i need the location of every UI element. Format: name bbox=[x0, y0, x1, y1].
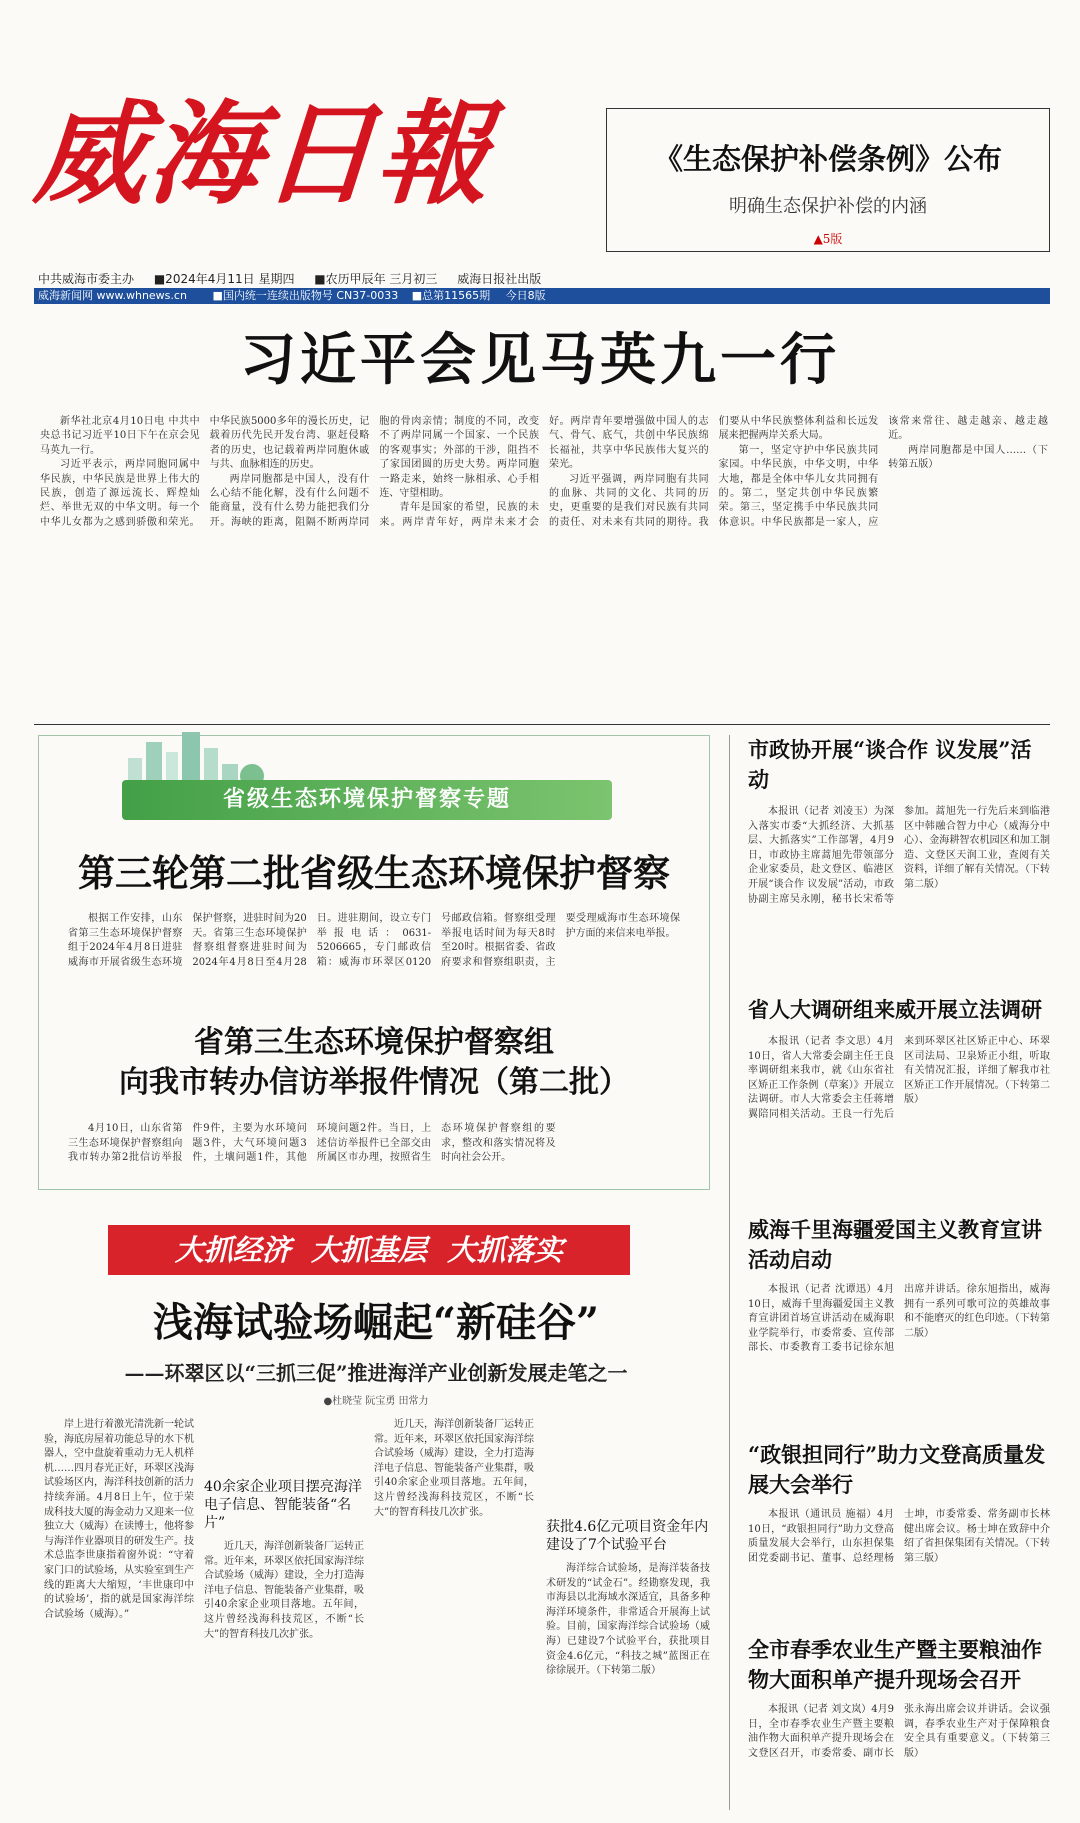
campaign-subtitle: ——环翠区以“三抓三促”推进海洋产业创新发展走笔之一 bbox=[124, 1361, 628, 1385]
info-bar bbox=[34, 288, 1050, 304]
dateline-publisher: 威海日报社出版 bbox=[457, 272, 542, 286]
news-item[interactable] bbox=[748, 1635, 1050, 1803]
campaign-byline: ●杜晓莹 阮宝勇 田常力 bbox=[323, 1396, 429, 1407]
eco-article: 根据工作安排，山东省第三生态环境保护督察组于2024年4月8日进驻威海市开展省级生态环境保护督察，进驻时间为20天。省第三生态环境保护督察组督察进驻时间为2024年4月8日至4月28日。进驻期间，设立专门举报电话：0631-5206665，专门邮政信箱：威海市环翠区0120号邮政信箱。督察组受理举报电话时间为每天8时至20时。根据省委、省政府要求和督察组职责，主要受理威海市生态环境保护方面的来信来电举报。 bbox=[68, 913, 680, 968]
lead-article bbox=[40, 415, 1048, 715]
news-title: 省人大调研组来威开展立法调研 bbox=[748, 997, 1042, 1022]
eco-sub-headline-1: 省第三生态环境保护督察组 bbox=[194, 1025, 554, 1060]
news-title: 全市春季农业生产暨主要粮油作物大面积单产提升现场会召开 bbox=[748, 1637, 1042, 1692]
info-bar-pages: 今日8版 bbox=[505, 289, 546, 302]
campaign-column-1: 岸上进行着激光清洗新一轮试验，海底房屋着功能总导的水下机器人，空中盘旋着重动力无人机样机……四月春光正好，环翠区浅海试验场区内，海洋科技创新的活力持续奔涌。4月8日上午，位于荣成科技大厦的海金动力又迎来一位独立大（威海）在读博士，他将参与海洋作业器项目的研发生产。技术总监李世康指着窗外说：“守着家门口的试验场，从实验室到生产线的距离大大缩短，‘丰世康印中的试验场’，指的就是国家海洋综合试验场（威海）。” bbox=[44, 1419, 194, 1620]
news-body: 本报讯（记者 刘文岚）4月9日，全市春季农业生产暨主要粮油作物大面积单产提升现场会在文登区召开，市委常委、副市长张永海出席会议并讲话。会议强调，春季农业生产对于保障粮食安全具有重要意义。（下转第三版） bbox=[748, 1704, 1050, 1759]
campaign-sub-headline: 40余家企业项目摆亮海洋电子信息、智能装备“名片” bbox=[204, 1479, 362, 1531]
news-body: 本报讯（记者 李文思）4月10日，省人大常委会副主任王良率调研组来我市，就《山东省社区矫正工作条例（草案）》开展立法调研。市人大常委会主任蒋增翼陪同相关活动。王良一行先后来到环翠区社区矫正中心、环翠区司法局、卫泉矫正小组，听取有关情况汇报，详细了解我市社区矫正工作开展情况。（下转第二版） bbox=[748, 1036, 1050, 1120]
column-divider bbox=[729, 735, 730, 1810]
promo-page-ref: ▲5版 bbox=[813, 232, 843, 246]
campaign-body-3: 海洋综合试验场，是海洋装备技术研发的“试金石”。经勘察发现，我市海县以北海域水深适宜，具备多种海洋环境条件，非常适合开展海上试验。目前，国家海洋综合试验场（威海）已建设7个试验平台，获批项目资金4.6亿元，“科技之城”蓝图正在徐徐展开。（下转第二版） bbox=[546, 1563, 710, 1677]
dateline-sponsor: 中共威海市委主办 bbox=[38, 272, 135, 286]
news-body: 本报讯（记者 刘凌玉）为深入落实市委“大抓经济、大抓基层、大抓落实”工作部署，4月9日，市政协主席蒿旭先带领部分企业家委员，赴文登区、临港区开展“谈合作 议发展”活动，市政协副主席吴永刚，秘书长宋希等参加。蒿旭先一行先后来到临港区中韩融合智力中心（威海分中心）、金海耕智农机园区和加工制造、文登区天润工业，查阅有关资料，详细了解有关情况。（下转第二版） bbox=[748, 806, 1050, 905]
campaign-slogan-banner bbox=[108, 1225, 630, 1275]
lead-paragraph: 两岸同胞都是中国人……（下转第五版） bbox=[888, 444, 1048, 471]
eco-headline: 第三轮第二批省级生态环境保护督察 bbox=[78, 851, 670, 895]
lead-paragraph: 习近平强调，两岸同胞有共同的血脉、共同的文化、共同的历史，更重要的是我们对民族有共同的责任、对未来有共同的期待。我们要从中华民族整体利益和长远发展来把握两岸关系大局。 bbox=[548, 416, 879, 528]
campaign-body-2: 近几天，海洋创新装备厂运转正常。近年来，环翠区依托国家海洋综合试验场（威海）建设，全力打造海洋电子信息、智能装备产业集群，吸引40余家企业项目落地。五年间，这片曾经浅海科技荒区，不断“长大”的智育科技几次扩张。 bbox=[204, 1541, 364, 1640]
campaign-column-3: 近几天，海洋创新装备厂运转正常。近年来，环翠区依托国家海洋综合试验场（威海）建设，全力打造海洋电子信息、智能装备产业集群，吸引40余家企业项目落地。五年间，这片曾经浅海科技荒区，不断“长大”的智育科技几次扩张。 bbox=[374, 1419, 534, 1518]
news-title: “政银担同行”助力文登高质量发展大会举行 bbox=[748, 1442, 1046, 1497]
campaign-slogan-text: 大抓经济 大抓基层 大抓落实 bbox=[174, 1233, 564, 1267]
news-title: 威海千里海疆爱国主义教育宣讲活动启动 bbox=[748, 1217, 1042, 1272]
promo-subtitle: 明确生态保护补偿的内涵 bbox=[729, 196, 927, 217]
promo-box[interactable] bbox=[606, 108, 1050, 252]
news-item[interactable] bbox=[748, 1440, 1050, 1610]
campaign-sub-headline: 获批4.6亿元项目资金年内建设了7个试验平台 bbox=[546, 1519, 709, 1553]
lead-headline: 习近平会见马英九一行 bbox=[240, 327, 840, 393]
lead-paragraph: 两岸同胞都是中国人，没有什么心结不能化解，没有什么问题不能商量，没有什么势力能把我们分开。海峡的距离，阻隔不断两岸同胞的骨肉亲情；制度的不同，改变不了两岸同属一个国家、一个民族的客观事实；外部的干涉，阻挡不了家国团圆的历史大势。两岸同胞一路走来，始终一脉相承、心手相连、守望相助。 bbox=[209, 416, 539, 528]
lead-paragraph: 青年是国家的希望，民族的未来。两岸青年好，两岸未来才会好。两岸青年要增强做中国人的志气、骨气、底气，共创中华民族绵长福祉，共享中华民族伟大复兴的荣光。 bbox=[379, 416, 709, 528]
lead-paragraph: 第一，坚定守护中华民族共同家园。中华民族，中华文明，中华大地，都是全体中华儿女共同拥有的。第二，坚定共创中华民族繁荣。第三，坚定携手中华民族共同体意识。中华民族都是一家人，应该常来常往、越走越亲、越走越近。 bbox=[718, 416, 1048, 528]
info-bar-cn: ■国内统一连续出版物号 CN37-0033 bbox=[212, 289, 399, 302]
logo-text: 威海日報 bbox=[30, 89, 496, 220]
campaign-column-2 bbox=[204, 1418, 364, 1813]
dateline-lunar: ■农历甲辰年 三月初三 bbox=[314, 272, 438, 286]
news-item[interactable] bbox=[748, 995, 1050, 1195]
campaign-headline: 浅海试验场崛起“新硅谷” bbox=[152, 1299, 599, 1346]
promo-title: 《生态保护补偿条例》公布 bbox=[653, 142, 1002, 176]
eco-sub-headline-2: 向我市转办信访举报件情况（第二批） bbox=[119, 1065, 629, 1100]
lead-paragraph: 习近平表示，两岸同胞同属中华民族，中华民族是世界上伟大的民族，创造了源远流长、辉煌灿烂、举世无双的中华文明。每一个中华儿女都为之感到骄傲和荣光。中华民族5000多年的漫长历史，记载着历代先民开发台湾、驱赶侵略者的历史，也记载着两岸同胞休戚与共、血脉相连的历史。 bbox=[40, 416, 370, 528]
dateline-date: ■2024年4月11日 星期四 bbox=[153, 272, 295, 286]
right-news-column bbox=[748, 735, 1050, 1810]
eco-sub-article: 4月10日，山东省第三生态环境保护督察组向我市转办第2批信访举报件9件，主要为水环境问题3件，大气环境问题3件，土壤问题1件，其他环境问题2件。当日，上述信访举报件已全部交由所属区市办理，按照省生态环境保护督察组的要求，整改和落实情况将及时向社会公开。 bbox=[68, 1123, 556, 1164]
news-item[interactable] bbox=[748, 735, 1050, 1010]
campaign-column-4 bbox=[546, 1418, 710, 1813]
dateline bbox=[38, 270, 1048, 287]
divider bbox=[34, 724, 1050, 725]
lead-paragraph: 新华社北京4月10日电 中共中央总书记习近平10日下午在京会见马英九一行。 bbox=[40, 416, 200, 456]
info-bar-site[interactable]: 威海新闻网 www.whnews.cn bbox=[38, 289, 187, 302]
eco-banner-text: 省级生态环境保护督察专题 bbox=[222, 787, 511, 812]
news-body: 本报讯（通讯员 施福）4月10日，“政银担同行”助力文登高质量发展大会举行，山东担保集团党委副书记、董事、总经理杨士坤，市委常委、常务副市长林健出席会议。杨士坤在致辞中介绍了省担保集团有关情况。（下转第三版） bbox=[748, 1509, 1050, 1564]
masthead-logo bbox=[30, 80, 505, 230]
info-bar-issue: ■总第11565期 bbox=[411, 289, 491, 302]
eco-banner bbox=[122, 780, 612, 820]
news-body: 本报讯（记者 沈谭迅）4月10日，威海千里海疆爱国主义教育宣讲团首场宣讲活动在威海职业学院举行，市委常委、宣传部部长、市委教育工委书记徐东旭出席并讲话。徐东旭指出，威海拥有一系列可歌可泣的英雄故事和不能磨灭的红色印迹。（下转第二版） bbox=[748, 1284, 1050, 1354]
news-title: 市政协开展“谈合作 议发展”活动 bbox=[748, 737, 1032, 792]
news-item[interactable] bbox=[748, 1215, 1050, 1415]
